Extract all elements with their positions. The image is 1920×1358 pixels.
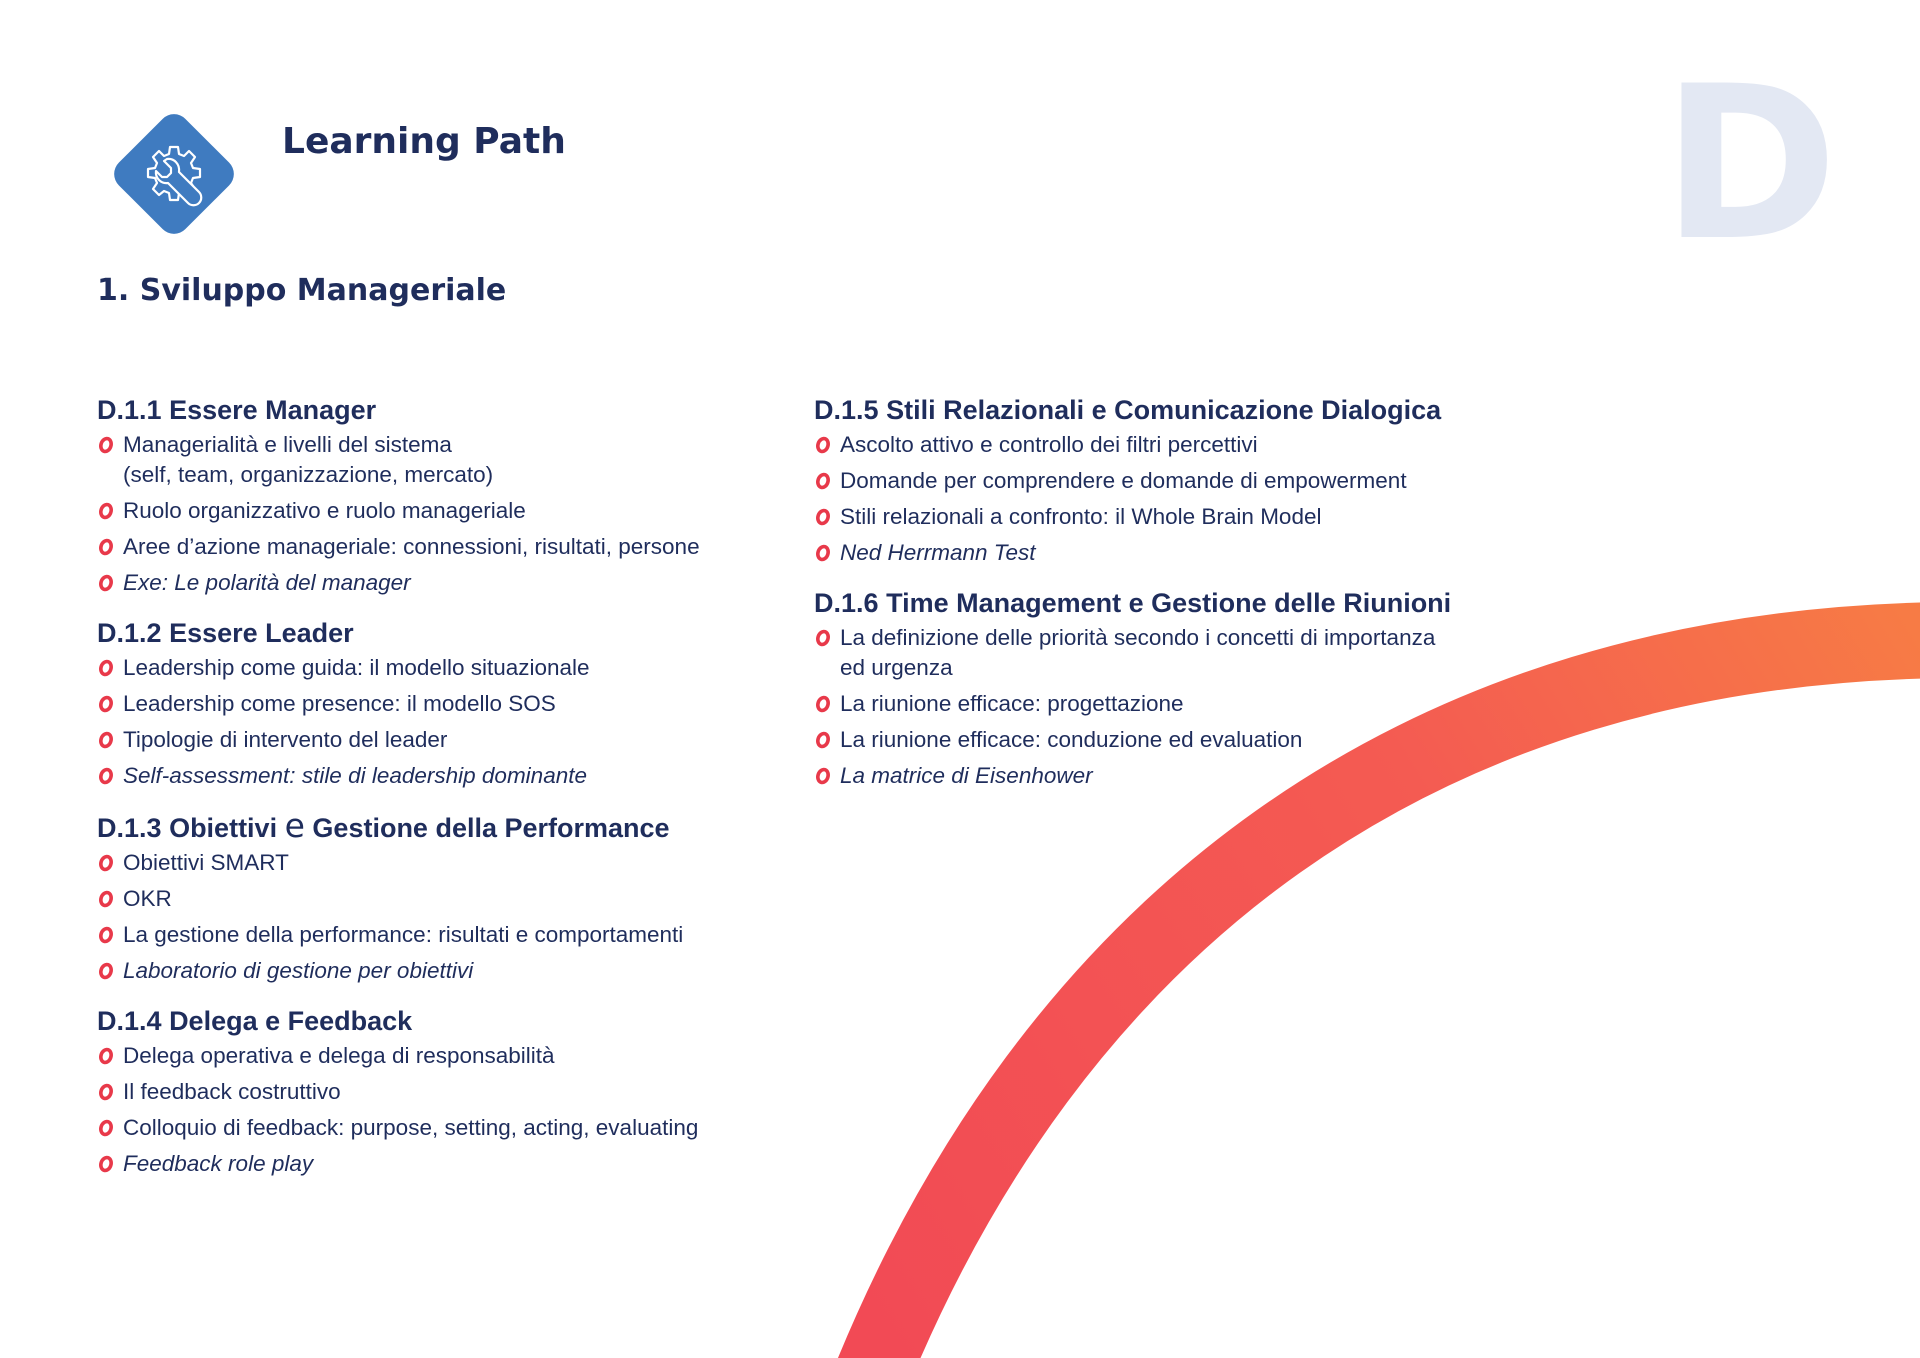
module-code: D.1.5 xyxy=(814,395,879,425)
module-name: Stili Relazionali e Comunicazione Dialogica xyxy=(886,395,1442,425)
module-title xyxy=(97,615,737,651)
item-text: Ascolto attivo e controllo dei filtri percettivi xyxy=(840,432,1258,457)
item-text: Il feedback costruttivo xyxy=(123,1079,341,1104)
bullet-icon xyxy=(814,544,832,562)
item-text: Feedback role play xyxy=(123,1151,314,1176)
item-text: La riunione efficace: conduzione ed evaluation xyxy=(840,727,1303,752)
bullet-icon xyxy=(97,1047,115,1065)
item-text: Stili relazionali a confronto: il Whole Brain Model xyxy=(840,504,1322,529)
module-name-part1: Obiettivi xyxy=(169,813,278,843)
list-item xyxy=(97,689,737,719)
modules-right-column xyxy=(814,392,1514,808)
list-item xyxy=(814,430,1514,460)
item-text: Tipologie di intervento del leader xyxy=(123,727,448,752)
list-item xyxy=(97,920,737,950)
list-item xyxy=(814,623,1514,683)
bullet-icon xyxy=(97,854,115,872)
list-item xyxy=(97,532,737,562)
item-text: La definizione delle priorità secondo i concetti di importanza xyxy=(840,625,1436,650)
module-d-1-5 xyxy=(814,392,1514,568)
list-item xyxy=(814,689,1514,719)
list-item-activity xyxy=(814,761,1514,791)
list-item xyxy=(97,1113,737,1143)
module-d-1-3 xyxy=(97,808,737,986)
item-text: Delega operativa e delega di responsabilità xyxy=(123,1043,555,1068)
module-name: Essere Manager xyxy=(169,395,377,425)
page-title: Learning Path xyxy=(282,121,566,162)
section-letter: D xyxy=(1662,40,1838,287)
bullet-icon xyxy=(97,731,115,749)
list-item xyxy=(97,496,737,526)
item-text: OKR xyxy=(123,886,172,911)
item-text: Managerialità e livelli del sistema xyxy=(123,432,452,457)
list-item xyxy=(97,430,737,490)
list-item xyxy=(97,848,737,878)
bullet-icon xyxy=(97,659,115,677)
item-text: Exe: Le polarità del manager xyxy=(123,570,411,595)
item-text-continued: ed urgenza xyxy=(840,655,953,680)
list-item xyxy=(814,502,1514,532)
module-title xyxy=(814,585,1514,621)
module-title xyxy=(814,392,1514,428)
module-code: D.1.2 xyxy=(97,618,162,648)
list-item-activity xyxy=(97,1149,737,1179)
module-code: D.1.1 xyxy=(97,395,162,425)
bullet-icon xyxy=(814,508,832,526)
item-text: Colloquio di feedback: purpose, setting, acting, evaluating xyxy=(123,1115,699,1140)
bullet-icon xyxy=(814,629,832,647)
module-name-part2: Gestione della Performance xyxy=(312,813,670,843)
module-d-1-1 xyxy=(97,392,737,598)
list-item-activity xyxy=(97,956,737,986)
bullet-icon xyxy=(97,1155,115,1173)
bullet-icon xyxy=(97,502,115,520)
item-text: Leadership come guida: il modello situazionale xyxy=(123,655,590,680)
section-title: 1. Sviluppo Manageriale xyxy=(97,273,507,308)
item-text: Obiettivi SMART xyxy=(123,850,289,875)
item-text: Self-assessment: stile di leadership dominante xyxy=(123,763,587,788)
item-text: Leadership come presence: il modello SOS xyxy=(123,691,556,716)
item-text-continued: (self, team, organizzazione, mercato) xyxy=(123,462,494,487)
gear-wrench-icon xyxy=(96,96,252,252)
list-item xyxy=(814,466,1514,496)
list-item xyxy=(97,884,737,914)
bullet-icon xyxy=(97,1083,115,1101)
item-text: Domande per comprendere e domande di empowerment xyxy=(840,468,1407,493)
module-code: D.1.6 xyxy=(814,588,879,618)
item-text: Ruolo organizzativo e ruolo manageriale xyxy=(123,498,526,523)
module-code: D.1.3 xyxy=(97,813,162,843)
module-title xyxy=(97,392,737,428)
bullet-icon xyxy=(97,538,115,556)
module-d-1-2 xyxy=(97,615,737,791)
item-text: La matrice di Eisenhower xyxy=(840,763,1093,788)
list-item-activity xyxy=(97,761,737,791)
bullet-icon xyxy=(97,926,115,944)
bullet-icon xyxy=(97,436,115,454)
module-d-1-6 xyxy=(814,585,1514,791)
item-text: La gestione della performance: risultati e comportamenti xyxy=(123,922,684,947)
bullet-icon xyxy=(97,962,115,980)
bullet-icon xyxy=(97,695,115,713)
item-text: Ned Herrmann Test xyxy=(840,540,1036,565)
bullet-icon xyxy=(97,574,115,592)
list-item xyxy=(97,1041,737,1071)
module-name: Delega e Feedback xyxy=(169,1006,413,1036)
module-name-conjunction: e xyxy=(284,806,305,845)
bullet-icon xyxy=(814,436,832,454)
item-text: Aree d’azione manageriale: connessioni, risultati, persone xyxy=(123,534,700,559)
item-text: La riunione efficace: progettazione xyxy=(840,691,1184,716)
module-name: Time Management e Gestione delle Riunioni xyxy=(886,588,1452,618)
modules-left-column xyxy=(97,392,737,1196)
bullet-icon xyxy=(814,695,832,713)
module-code: D.1.4 xyxy=(97,1006,162,1036)
bullet-icon xyxy=(97,1119,115,1137)
list-item-activity xyxy=(97,568,737,598)
list-item-activity xyxy=(814,538,1514,568)
bullet-icon xyxy=(97,767,115,785)
bullet-icon xyxy=(814,767,832,785)
bullet-icon xyxy=(814,731,832,749)
list-item xyxy=(97,725,737,755)
bullet-icon xyxy=(814,472,832,490)
list-item xyxy=(97,653,737,683)
list-item xyxy=(97,1077,737,1107)
module-title xyxy=(97,808,737,846)
bullet-icon xyxy=(97,890,115,908)
list-item xyxy=(814,725,1514,755)
item-text: Laboratorio di gestione per obiettivi xyxy=(123,958,474,983)
module-title xyxy=(97,1003,737,1039)
module-name: Essere Leader xyxy=(169,618,354,648)
module-d-1-4 xyxy=(97,1003,737,1179)
